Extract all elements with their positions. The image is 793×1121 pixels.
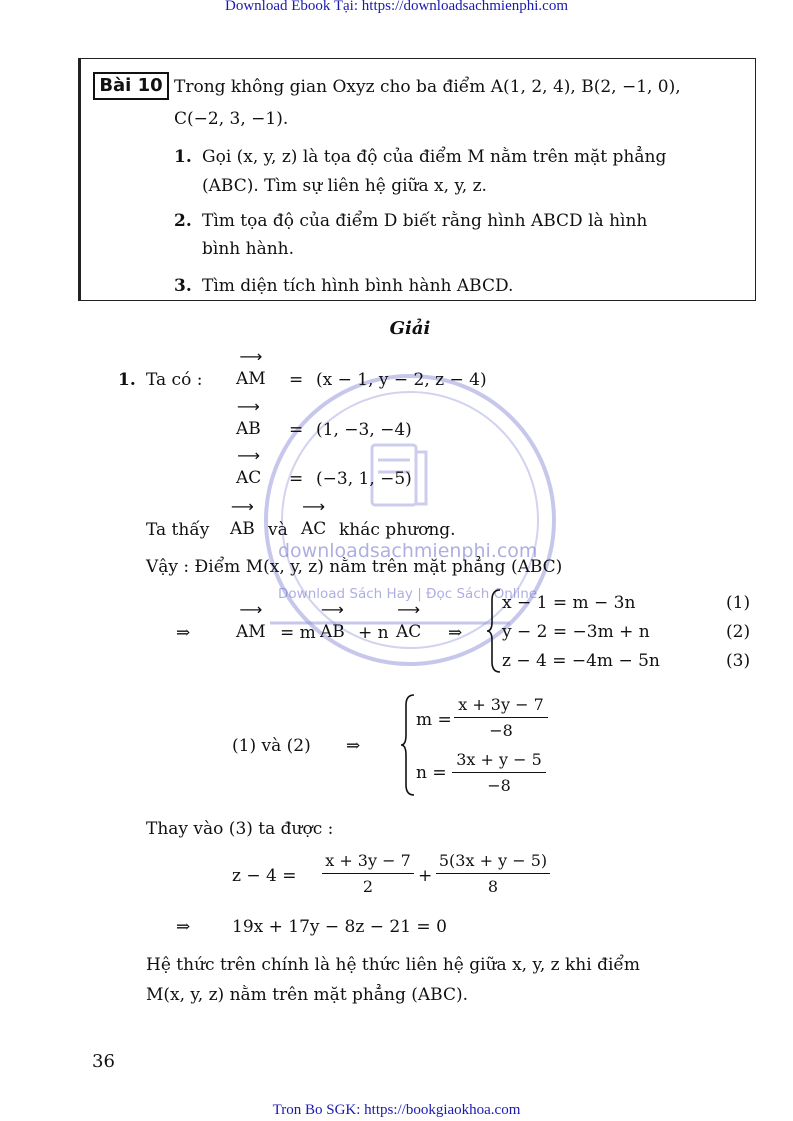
vector-arrow-icon: ⟶ [239, 347, 263, 366]
left-brace-icon [486, 588, 502, 674]
n-solution-lhs: n = [416, 763, 447, 783]
implies-symbol-3: ⇒ [346, 736, 361, 756]
system-label-2: (2) [726, 622, 751, 642]
fraction-bar [454, 717, 548, 718]
problem-item-1-line1: Gọi (x, y, z) là tọa độ của điểm M nằm trên mặt phẳng [202, 147, 667, 167]
m-solution-lhs: m = [416, 710, 452, 730]
vector-ab-eq: = [289, 420, 304, 440]
system-label-3: (3) [726, 651, 751, 671]
problem-item-2-number: 2. [174, 211, 192, 231]
footer-link[interactable]: Tron Bo SGK: https://bookgiaokhoa.com [272, 1102, 521, 1118]
problem-item-2-line1: Tìm tọa độ của điểm D biết rằng hình ABCD là hình [202, 211, 648, 231]
noncollinear-prefix: Ta thấy [146, 520, 210, 540]
vector-am-name: AM [236, 369, 266, 389]
z-eq-fraction-1 [322, 851, 414, 897]
decomp-vector-ab [320, 600, 345, 642]
fraction-bar [452, 772, 546, 773]
decomp-lhs: AM [236, 622, 266, 642]
page-number: 36 [92, 1051, 115, 1072]
vector-arrow-icon: ⟶ [239, 600, 263, 619]
system-label-1: (1) [726, 593, 751, 613]
vector-ac-value: (−3, 1, −5) [316, 469, 412, 489]
watermark-tagline: Download Sách Hay | Đọc Sách Online [278, 586, 538, 602]
z-eq-lhs: z − 4 = [232, 866, 297, 886]
system-eq-3: z − 4 = −4m − 5n [502, 651, 660, 671]
problem-item-1-line2: (ABC). Tìm sự liên hệ giữa x, y, z. [202, 176, 487, 196]
vector-ab-name: AB [236, 419, 261, 439]
system-eq-1: x − 1 = m − 3n [502, 593, 636, 613]
n-solution-fraction [452, 750, 546, 796]
noncollinear-vector-ac [301, 497, 327, 539]
decomp-plus-n: + n [358, 623, 389, 643]
noncollinear-v2: AC [301, 519, 327, 539]
n-solution-denominator: −8 [487, 776, 511, 795]
n-solution-numerator: 3x + y − 5 [456, 750, 542, 769]
z-eq-f2-denominator: 8 [487, 877, 499, 896]
combine-label: (1) và (2) [232, 736, 311, 756]
vector-ac [236, 446, 262, 488]
vector-arrow-icon: ⟶ [230, 497, 254, 516]
z-eq-plus: + [418, 866, 433, 886]
z-eq-f1-numerator: x + 3y − 7 [325, 851, 411, 870]
vector-am-eq: = [289, 370, 304, 390]
solution-title: Giải [389, 318, 431, 339]
vector-arrow-icon: ⟶ [397, 600, 421, 619]
noncollinear-vector-ab [230, 497, 255, 539]
decomp-v1: AB [320, 622, 345, 642]
problem-statement-line2: C(−2, 3, −1). [174, 109, 289, 129]
z-eq-f2-numerator: 5(3x + y − 5) [438, 851, 548, 870]
vector-ac-eq: = [289, 469, 304, 489]
noncollinear-mid: và [268, 520, 288, 540]
implies-symbol-2: ⇒ [448, 623, 463, 643]
vector-arrow-icon: ⟶ [236, 397, 260, 416]
solution-part-1-number: 1. [118, 370, 136, 390]
fraction-bar [322, 873, 414, 874]
remark-line1: Hệ thức trên chính là hệ thức liên hệ giữa x, y, z khi điểm [146, 955, 640, 975]
problem-statement-line1: Trong không gian Oxyz cho ba điểm A(1, 2, 4), B(2, −1, 0), [174, 77, 681, 97]
system-eq-2: y − 2 = −3m + n [502, 622, 650, 642]
vector-am [236, 347, 266, 389]
vector-ab-value: (1, −3, −4) [316, 420, 412, 440]
watermark-site: downloadsachmienphi.com [278, 540, 538, 562]
substitute-line: Thay vào (3) ta được : [146, 819, 334, 839]
vector-arrow-icon: ⟶ [237, 446, 261, 465]
vector-ac-name: AC [236, 468, 262, 488]
remark-line2: M(x, y, z) nằm trên mặt phẳng (ABC). [146, 985, 469, 1005]
fraction-bar [436, 873, 550, 874]
decomp-eq-m: = m [280, 623, 316, 643]
implies-symbol-4: ⇒ [176, 917, 191, 937]
z-eq-fraction-2 [436, 851, 550, 897]
vector-arrow-icon: ⟶ [320, 600, 344, 619]
header-download-link[interactable]: Download Ebook Tại: https://downloadsachmienphi.com [224, 0, 568, 14]
decomp-vector-ac [396, 600, 422, 642]
noncollinear-suffix: khác phương. [339, 520, 456, 540]
ta-co-label: Ta có : [146, 370, 203, 390]
vector-arrow-icon: ⟶ [302, 497, 326, 516]
problem-item-3-number: 3. [174, 276, 192, 296]
vector-am-value: (x − 1, y − 2, z − 4) [316, 370, 487, 390]
conclusion-line: Vậy : Điểm M(x, y, z) nằm trên mặt phẳng (ABC) [146, 557, 563, 577]
decomp-v2: AC [396, 622, 422, 642]
problem-item-2-line2: bình hành. [202, 239, 295, 259]
problem-item-1-number: 1. [174, 147, 192, 167]
noncollinear-v1: AB [230, 519, 255, 539]
m-solution-numerator: x + 3y − 7 [458, 695, 544, 714]
m-solution-denominator: −8 [489, 721, 513, 740]
problem-item-3-line1: Tìm diện tích hình bình hành ABCD. [202, 276, 514, 296]
left-brace-icon [400, 693, 416, 797]
problem-badge: Bài 10 [93, 72, 169, 100]
m-solution-fraction [454, 695, 548, 741]
implies-symbol: ⇒ [176, 623, 191, 643]
z-eq-f1-denominator: 2 [362, 877, 374, 896]
final-equation: 19x + 17y − 8z − 21 = 0 [232, 917, 447, 937]
vector-ab [236, 397, 261, 439]
decomp-vector-am [236, 600, 266, 642]
